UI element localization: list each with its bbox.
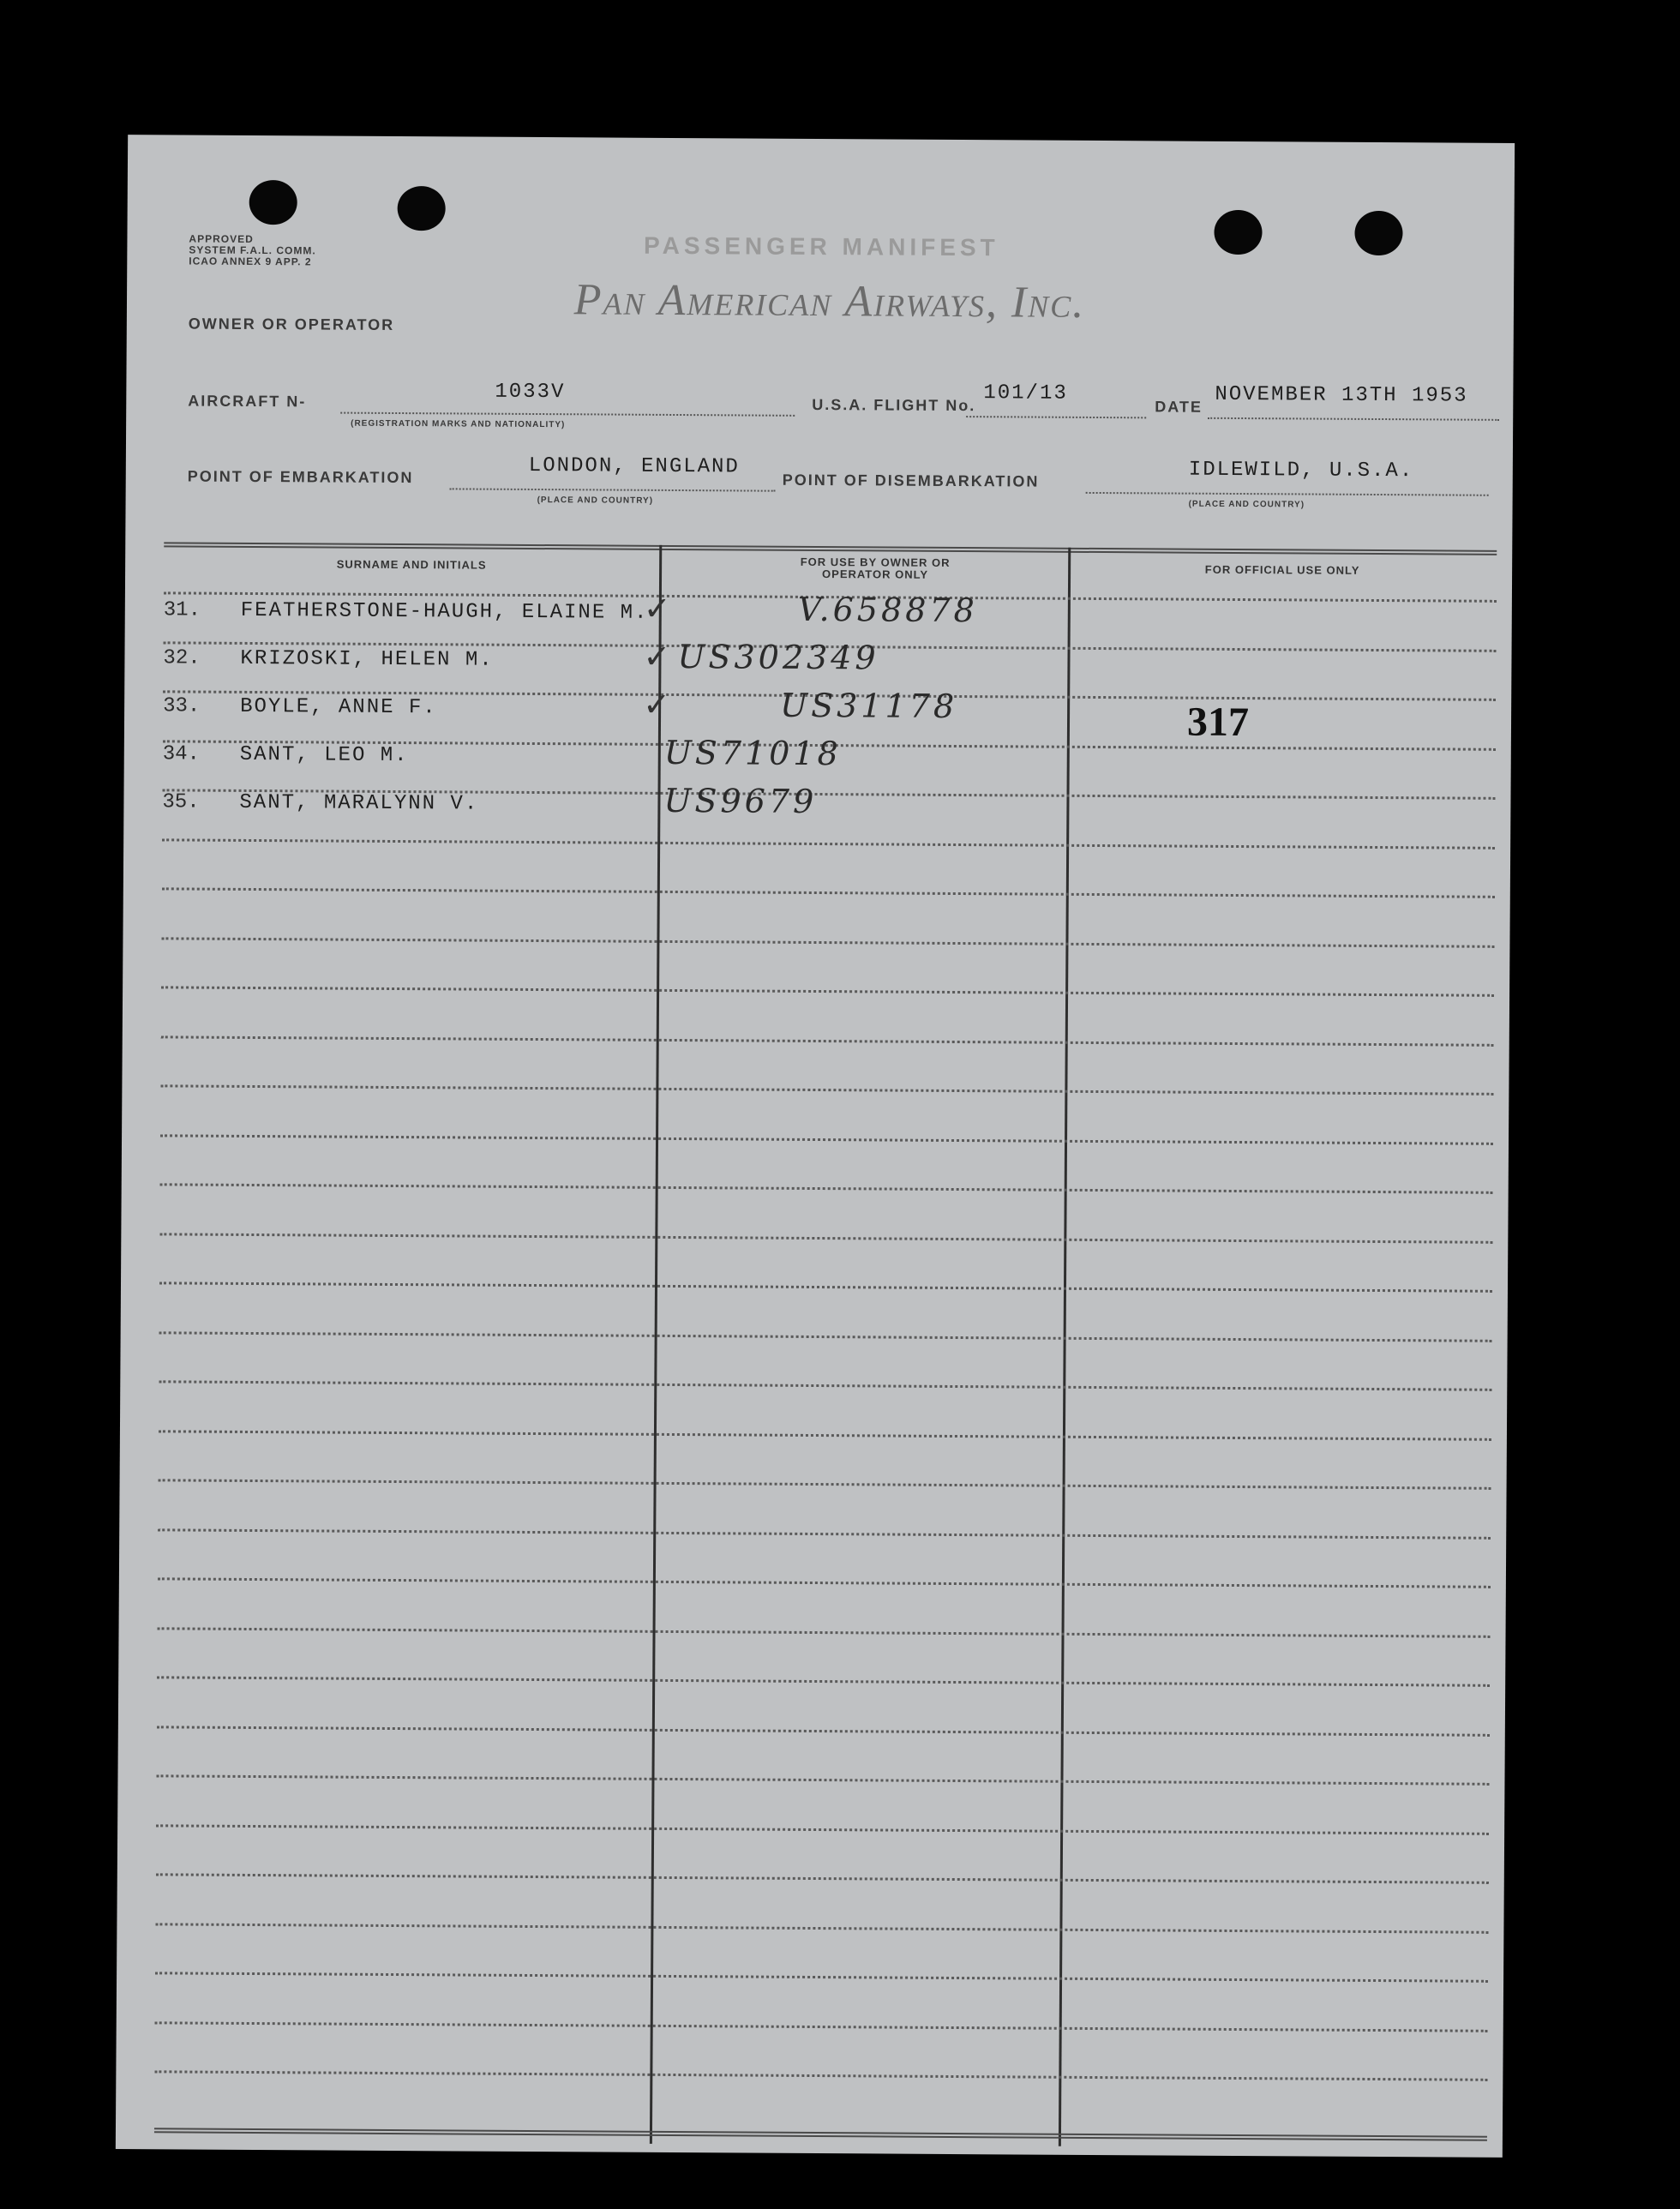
official-stamp-number: 317 [1186, 699, 1250, 746]
row-rule [155, 1972, 1488, 1982]
punch-hole [249, 180, 297, 225]
row-rule [159, 1479, 1491, 1489]
table-top-rule [164, 542, 1497, 555]
column-header-official-use: FOR OFFICIAL USE ONLY [1204, 562, 1360, 577]
punch-hole [1214, 210, 1262, 255]
row-rule [158, 1528, 1491, 1539]
table-bottom-rule [154, 2128, 1487, 2140]
check-mark-icon: ✓ [643, 637, 671, 675]
row-number: 33. [163, 694, 201, 718]
row-number: 34. [162, 742, 201, 766]
passenger-name: FEATHERSTONE-HAUGH, ELAINE M. [240, 598, 649, 625]
disembarkation-label: POINT OF DISEMBARKATION [782, 471, 1040, 490]
passport-number: US71018 [663, 733, 842, 773]
table-row [162, 783, 1495, 839]
row-rule [161, 986, 1494, 996]
disembarkation-value: IDLEWILD, U.S.A. [1188, 458, 1414, 483]
row-rule [156, 1774, 1489, 1785]
passport-number: US31178 [780, 686, 958, 726]
row-rule [159, 1233, 1492, 1243]
disembarkation-dotted-line [1086, 492, 1489, 496]
row-rule [159, 1380, 1491, 1390]
row-rule [161, 937, 1494, 947]
row-rule [155, 2021, 1488, 2032]
date-value: NOVEMBER 13TH 1953 [1215, 382, 1468, 408]
passenger-table [154, 542, 1497, 2148]
airline-name: Pan American Airways, Inc. [573, 275, 1086, 327]
row-rule [159, 1282, 1492, 1292]
owner-label: OWNER OR OPERATOR [188, 315, 395, 333]
row-rule [159, 1430, 1491, 1440]
form-title: PASSENGER MANIFEST [644, 231, 999, 261]
flight-value: 101/13 [983, 381, 1068, 405]
row-number: 32. [163, 646, 201, 670]
row-number: 31. [163, 598, 201, 622]
embarkation-sublabel: (PLACE AND COUNTRY) [537, 495, 654, 506]
table-row [163, 735, 1496, 791]
aircraft-dotted-line [340, 412, 795, 417]
aircraft-value: 1033V [495, 380, 566, 405]
row-rule [156, 1824, 1489, 1834]
approval-line: APPROVED [189, 232, 254, 245]
column-header-surname: SURNAME AND INITIALS [336, 557, 487, 572]
approval-note [189, 234, 360, 268]
column-header-owner-use: FOR USE BY OWNER OR OPERATOR ONLY [800, 555, 951, 581]
embarkation-value: LONDON, ENGLAND [528, 453, 740, 479]
check-mark-icon: ✓ [643, 589, 671, 627]
approval-line: ICAO ANNEX 9 APP. 2 [189, 255, 312, 268]
embarkation-dotted-line [450, 488, 776, 491]
aircraft-sublabel: (REGISTRATION MARKS AND NATIONALITY) [351, 418, 566, 430]
row-rule [158, 1627, 1491, 1637]
approval-line: SYSTEM F.A.L. COMM. [189, 243, 316, 257]
disembarkation-sublabel: (PLACE AND COUNTRY) [1188, 499, 1305, 510]
punch-hole [1354, 211, 1402, 255]
row-rule [156, 1873, 1489, 1883]
date-dotted-line [1208, 417, 1499, 421]
row-rule [160, 1183, 1493, 1193]
row-rule [160, 1084, 1493, 1095]
row-rule [157, 1726, 1490, 1736]
punch-hole [398, 186, 446, 231]
manifest-page [116, 135, 1515, 2158]
passenger-name: SANT, MARALYNN V. [239, 790, 479, 816]
row-rule [162, 838, 1495, 849]
date-label: DATE [1155, 398, 1203, 416]
row-rule [159, 1331, 1492, 1342]
passenger-name: SANT, LEO M. [239, 742, 409, 768]
passport-number: US9679 [663, 781, 818, 821]
row-rule [155, 1923, 1488, 1933]
row-rule [160, 1134, 1493, 1144]
passport-number: V.658878 [797, 590, 978, 630]
row-rule [162, 887, 1495, 897]
row-rule [158, 1577, 1491, 1588]
aircraft-label: AIRCRAFT N- [188, 392, 307, 411]
row-number: 35. [162, 790, 200, 814]
embarkation-label: POINT OF EMBARKATION [187, 467, 414, 487]
row-rule [157, 1676, 1490, 1686]
check-mark-icon: ✓ [643, 685, 671, 723]
passport-number: US302349 [677, 638, 879, 677]
row-rule [161, 1035, 1494, 1046]
flight-dotted-line [966, 416, 1146, 418]
row-rule [154, 2070, 1487, 2080]
passenger-name: BOYLE, ANNE F. [240, 694, 437, 720]
passenger-name: KRIZOSKI, HELEN M. [240, 646, 494, 672]
flight-label: U.S.A. FLIGHT No. [812, 395, 976, 415]
